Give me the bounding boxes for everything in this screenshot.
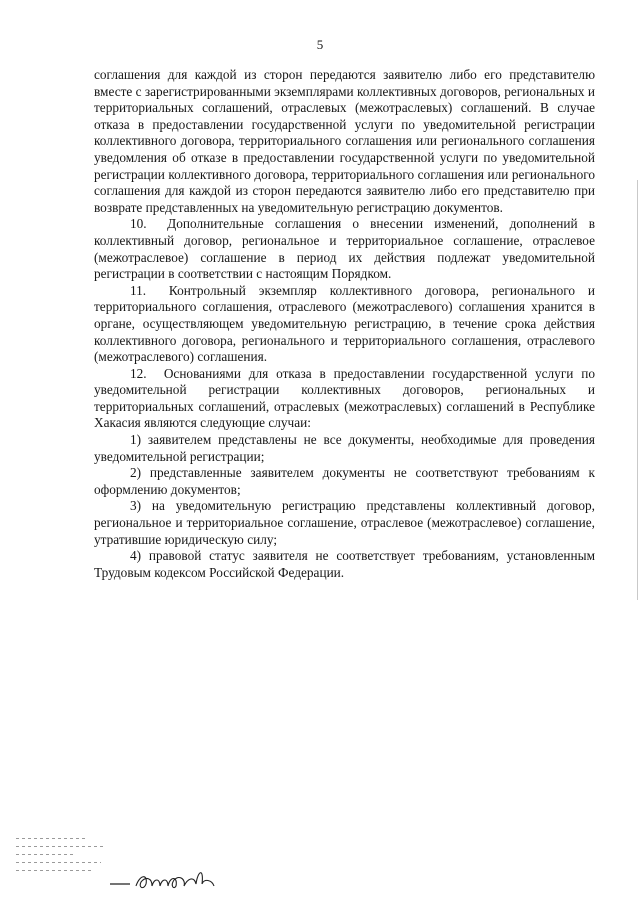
scan-edge-mark	[637, 180, 638, 600]
page-number: 5	[316, 37, 324, 52]
clause-12	[94, 366, 595, 432]
scan-stamp-marks	[16, 838, 116, 888]
signature	[108, 864, 238, 894]
clause-11	[94, 283, 595, 366]
list-item: 4) правовой статус заявителя не соответствует требованиям, установленным Трудовым кодексом Российской Федерации.	[94, 548, 595, 580]
clause-number: 10.	[130, 216, 147, 232]
clause-text: Контрольный экземпляр коллективного договора, регионального и территориального соглашения, отраслевого (межотраслевого) соглашения хранится в органе, осуществляющем уведомительную регистрацию, в течение срока действия коллективного договора, регионального и территориального соглашения, отраслевого (межотраслевого) соглашения.	[94, 282, 596, 365]
clause-10	[94, 216, 595, 282]
document-body	[94, 67, 595, 581]
clause-text: Основаниями для отказа в предоставлении государственной услуги по уведомительной регистрации коллективных договоров, региональных и территориальных соглашений, отраслевых (межотраслевых) соглашений в Республике Хакасия являются следующие случаи:	[94, 365, 595, 431]
list-item: 3) на уведомительную регистрацию представлены коллективный договор, региональное и территориальное соглашение, отраслевое (межотраслевое) соглашение, утратившие юридическую силу;	[94, 498, 595, 547]
clause-number: 11.	[130, 282, 147, 298]
list-item: 1) заявителем представлены не все документы, необходимые для проведения уведомительной регистрации;	[94, 432, 595, 464]
clause-number: 12.	[130, 365, 147, 381]
clause-text: Дополнительные соглашения о внесении изменений, дополнений в коллективный договор, региональное и территориальное соглашение, отраслевое (межотраслевое) соглашение в период их действия подлежат уведомительной регистрации в соответствии с настоящим Порядком.	[94, 216, 595, 282]
list-item: 2) представленные заявителем документы не соответствуют требованиям к оформлению документов;	[94, 465, 595, 497]
paragraph-continuation: соглашения для каждой из сторон передаются заявителю либо его представителю вместе с зарегистрированными экземплярами коллективных договоров, региональных и территориальных соглашений, отраслевых (межотраслевых) соглашений. В случае отказа в предоставлении государственной услуги по уведомительной регистрации коллективного договора, территориального соглашения или регионального соглашения уведомления об отказе в предоставлении государственной услуги по уведомительной регистрации коллективного договора, территориального соглашения или регионального соглашения для каждой из сторон передаются заявителю либо его представителю при возврате представленных на уведомительную регистрацию документов.	[94, 67, 595, 215]
